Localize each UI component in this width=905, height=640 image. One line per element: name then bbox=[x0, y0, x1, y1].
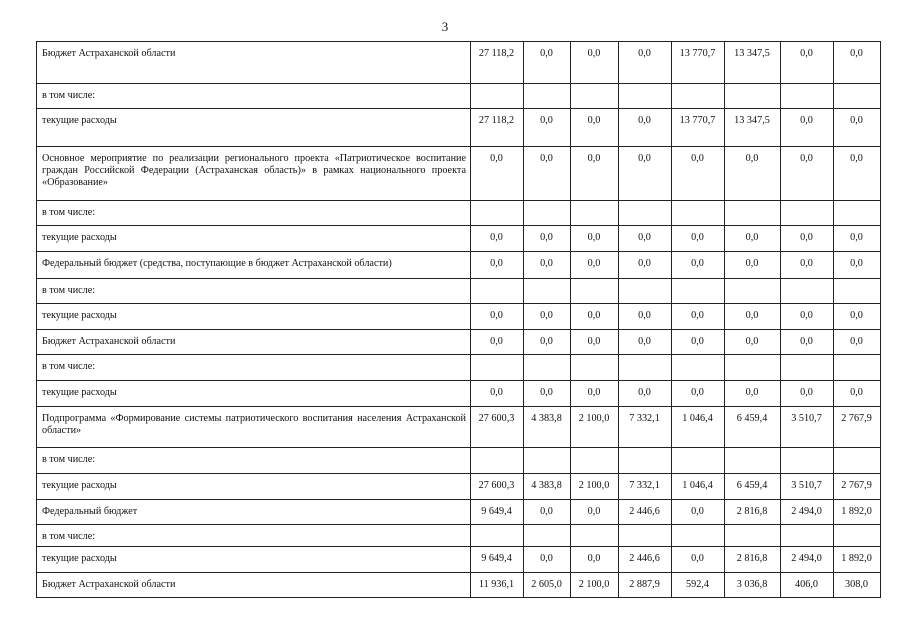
value-cell: 0,0 bbox=[524, 42, 571, 84]
value-cell bbox=[619, 448, 672, 474]
value-cell bbox=[571, 448, 619, 474]
value-cell bbox=[471, 84, 524, 109]
table-row bbox=[37, 147, 881, 201]
value-cell: 0,0 bbox=[571, 547, 619, 573]
value-cell: 0,0 bbox=[471, 226, 524, 252]
value-cell bbox=[725, 355, 781, 381]
value-cell bbox=[619, 355, 672, 381]
value-cell: 0,0 bbox=[524, 381, 571, 407]
value-cell: 0,0 bbox=[524, 304, 571, 330]
value-cell: 406,0 bbox=[781, 573, 834, 598]
value-cell: 2 494,0 bbox=[781, 547, 834, 573]
value-cell: 0,0 bbox=[619, 252, 672, 279]
value-cell: 0,0 bbox=[781, 226, 834, 252]
value-cell: 0,0 bbox=[524, 109, 571, 147]
table-row bbox=[37, 109, 881, 147]
value-cell: 0,0 bbox=[834, 42, 881, 84]
value-cell: 1 046,4 bbox=[672, 407, 725, 448]
table-row bbox=[37, 381, 881, 407]
row-label: в том числе: bbox=[37, 525, 471, 547]
value-cell bbox=[725, 525, 781, 547]
value-cell: 0,0 bbox=[619, 304, 672, 330]
value-cell: 0,0 bbox=[834, 252, 881, 279]
value-cell bbox=[781, 201, 834, 226]
value-cell bbox=[725, 279, 781, 304]
value-cell: 0,0 bbox=[524, 500, 571, 525]
value-cell bbox=[571, 355, 619, 381]
value-cell bbox=[672, 279, 725, 304]
value-cell: 0,0 bbox=[834, 147, 881, 201]
value-cell: 0,0 bbox=[524, 547, 571, 573]
table-row bbox=[37, 330, 881, 355]
budget-table bbox=[36, 41, 881, 598]
value-cell: 13 347,5 bbox=[725, 109, 781, 147]
value-cell: 4 383,8 bbox=[524, 407, 571, 448]
table-row bbox=[37, 448, 881, 474]
value-cell bbox=[571, 279, 619, 304]
value-cell: 27 600,3 bbox=[471, 474, 524, 500]
value-cell: 2 100,0 bbox=[571, 573, 619, 598]
table-row bbox=[37, 201, 881, 226]
value-cell bbox=[524, 355, 571, 381]
row-label: в том числе: bbox=[37, 448, 471, 474]
table-row bbox=[37, 407, 881, 448]
value-cell: 0,0 bbox=[619, 109, 672, 147]
table-row bbox=[37, 500, 881, 525]
value-cell: 3 036,8 bbox=[725, 573, 781, 598]
value-cell: 27 118,2 bbox=[471, 42, 524, 84]
value-cell: 4 383,8 bbox=[524, 474, 571, 500]
value-cell bbox=[781, 448, 834, 474]
value-cell: 0,0 bbox=[725, 381, 781, 407]
value-cell bbox=[619, 525, 672, 547]
value-cell: 0,0 bbox=[471, 381, 524, 407]
value-cell: 0,0 bbox=[471, 330, 524, 355]
value-cell: 2 767,9 bbox=[834, 407, 881, 448]
value-cell bbox=[524, 201, 571, 226]
row-label: текущие расходы bbox=[37, 109, 471, 147]
value-cell bbox=[834, 84, 881, 109]
value-cell: 0,0 bbox=[672, 381, 725, 407]
value-cell: 0,0 bbox=[781, 42, 834, 84]
value-cell: 0,0 bbox=[619, 381, 672, 407]
value-cell bbox=[571, 201, 619, 226]
row-label: в том числе: bbox=[37, 201, 471, 226]
row-label: в том числе: bbox=[37, 355, 471, 381]
value-cell: 0,0 bbox=[619, 147, 672, 201]
value-cell: 0,0 bbox=[619, 42, 672, 84]
table-row bbox=[37, 547, 881, 573]
value-cell: 6 459,4 bbox=[725, 407, 781, 448]
value-cell: 0,0 bbox=[524, 226, 571, 252]
value-cell bbox=[672, 355, 725, 381]
value-cell: 0,0 bbox=[571, 500, 619, 525]
value-cell: 27 600,3 bbox=[471, 407, 524, 448]
value-cell: 0,0 bbox=[471, 147, 524, 201]
row-label: текущие расходы bbox=[37, 226, 471, 252]
value-cell: 0,0 bbox=[781, 304, 834, 330]
value-cell bbox=[471, 201, 524, 226]
value-cell: 0,0 bbox=[672, 330, 725, 355]
value-cell: 0,0 bbox=[834, 226, 881, 252]
value-cell: 2 605,0 bbox=[524, 573, 571, 598]
value-cell: 1 892,0 bbox=[834, 500, 881, 525]
value-cell bbox=[524, 279, 571, 304]
value-cell: 2 446,6 bbox=[619, 500, 672, 525]
value-cell: 0,0 bbox=[524, 252, 571, 279]
value-cell: 0,0 bbox=[672, 147, 725, 201]
value-cell: 0,0 bbox=[571, 147, 619, 201]
value-cell bbox=[834, 448, 881, 474]
table-row bbox=[37, 355, 881, 381]
value-cell: 0,0 bbox=[672, 304, 725, 330]
value-cell: 0,0 bbox=[781, 252, 834, 279]
value-cell: 2 100,0 bbox=[571, 407, 619, 448]
table-row bbox=[37, 252, 881, 279]
budget-table-body bbox=[37, 42, 881, 598]
row-label: Бюджет Астраханской области bbox=[37, 573, 471, 598]
table-row bbox=[37, 84, 881, 109]
row-label: Подпрограмма «Формирование системы патриотического воспитания населения Астраханской области» bbox=[37, 407, 471, 448]
value-cell: 6 459,4 bbox=[725, 474, 781, 500]
value-cell bbox=[672, 448, 725, 474]
value-cell: 0,0 bbox=[571, 109, 619, 147]
value-cell bbox=[834, 201, 881, 226]
value-cell: 0,0 bbox=[524, 147, 571, 201]
value-cell: 3 510,7 bbox=[781, 474, 834, 500]
value-cell: 0,0 bbox=[781, 109, 834, 147]
value-cell: 11 936,1 bbox=[471, 573, 524, 598]
value-cell: 0,0 bbox=[571, 381, 619, 407]
value-cell: 0,0 bbox=[471, 304, 524, 330]
value-cell bbox=[524, 525, 571, 547]
value-cell bbox=[781, 525, 834, 547]
value-cell: 27 118,2 bbox=[471, 109, 524, 147]
value-cell: 2 816,8 bbox=[725, 500, 781, 525]
value-cell: 1 046,4 bbox=[672, 474, 725, 500]
value-cell: 9 649,4 bbox=[471, 547, 524, 573]
value-cell: 0,0 bbox=[571, 42, 619, 84]
row-label: текущие расходы bbox=[37, 474, 471, 500]
value-cell: 0,0 bbox=[781, 147, 834, 201]
value-cell: 0,0 bbox=[672, 547, 725, 573]
value-cell: 2 494,0 bbox=[781, 500, 834, 525]
value-cell bbox=[834, 279, 881, 304]
value-cell: 0,0 bbox=[672, 500, 725, 525]
value-cell: 0,0 bbox=[834, 381, 881, 407]
row-label: текущие расходы bbox=[37, 381, 471, 407]
value-cell: 2 887,9 bbox=[619, 573, 672, 598]
table-row bbox=[37, 525, 881, 547]
value-cell: 2 100,0 bbox=[571, 474, 619, 500]
value-cell: 0,0 bbox=[725, 252, 781, 279]
value-cell: 0,0 bbox=[571, 252, 619, 279]
value-cell: 0,0 bbox=[471, 252, 524, 279]
value-cell: 0,0 bbox=[781, 330, 834, 355]
value-cell: 0,0 bbox=[571, 330, 619, 355]
value-cell bbox=[619, 279, 672, 304]
value-cell: 592,4 bbox=[672, 573, 725, 598]
table-row bbox=[37, 226, 881, 252]
value-cell bbox=[571, 525, 619, 547]
value-cell bbox=[471, 355, 524, 381]
value-cell: 13 770,7 bbox=[672, 109, 725, 147]
value-cell: 9 649,4 bbox=[471, 500, 524, 525]
value-cell bbox=[834, 355, 881, 381]
value-cell: 3 510,7 bbox=[781, 407, 834, 448]
value-cell bbox=[725, 201, 781, 226]
row-label: Бюджет Астраханской области bbox=[37, 42, 471, 84]
value-cell: 2 446,6 bbox=[619, 547, 672, 573]
row-label: текущие расходы bbox=[37, 304, 471, 330]
value-cell bbox=[781, 355, 834, 381]
page-number: 3 bbox=[441, 19, 449, 34]
value-cell bbox=[781, 84, 834, 109]
value-cell bbox=[834, 525, 881, 547]
value-cell: 0,0 bbox=[725, 304, 781, 330]
value-cell bbox=[725, 84, 781, 109]
table-row bbox=[37, 42, 881, 84]
table-row bbox=[37, 573, 881, 598]
value-cell: 7 332,1 bbox=[619, 474, 672, 500]
value-cell: 2 816,8 bbox=[725, 547, 781, 573]
value-cell: 0,0 bbox=[725, 330, 781, 355]
value-cell bbox=[571, 84, 619, 109]
value-cell: 13 347,5 bbox=[725, 42, 781, 84]
value-cell: 0,0 bbox=[834, 109, 881, 147]
row-label: Федеральный бюджет (средства, поступающие в бюджет Астраханской области) bbox=[37, 252, 471, 279]
value-cell: 0,0 bbox=[571, 226, 619, 252]
value-cell bbox=[725, 448, 781, 474]
row-label: Федеральный бюджет bbox=[37, 500, 471, 525]
row-label: Основное мероприятие по реализации регионального проекта «Патриотическое воспитание граждан Российской Федерации (Астраханская область)» в рамках национального проекта «Образование» bbox=[37, 147, 471, 201]
row-label: в том числе: bbox=[37, 279, 471, 304]
value-cell bbox=[781, 279, 834, 304]
row-label: в том числе: bbox=[37, 84, 471, 109]
table-row bbox=[37, 474, 881, 500]
value-cell bbox=[619, 84, 672, 109]
value-cell: 7 332,1 bbox=[619, 407, 672, 448]
table-row bbox=[37, 279, 881, 304]
value-cell: 0,0 bbox=[834, 330, 881, 355]
value-cell bbox=[672, 525, 725, 547]
value-cell: 0,0 bbox=[725, 147, 781, 201]
row-label: Бюджет Астраханской области bbox=[37, 330, 471, 355]
value-cell bbox=[524, 448, 571, 474]
value-cell: 0,0 bbox=[571, 304, 619, 330]
value-cell: 0,0 bbox=[834, 304, 881, 330]
value-cell: 308,0 bbox=[834, 573, 881, 598]
value-cell: 0,0 bbox=[524, 330, 571, 355]
value-cell bbox=[619, 201, 672, 226]
value-cell: 0,0 bbox=[619, 226, 672, 252]
row-label: текущие расходы bbox=[37, 547, 471, 573]
value-cell bbox=[672, 201, 725, 226]
value-cell: 1 892,0 bbox=[834, 547, 881, 573]
value-cell: 0,0 bbox=[725, 226, 781, 252]
value-cell: 0,0 bbox=[672, 226, 725, 252]
value-cell bbox=[471, 448, 524, 474]
value-cell bbox=[524, 84, 571, 109]
value-cell bbox=[471, 525, 524, 547]
value-cell: 13 770,7 bbox=[672, 42, 725, 84]
value-cell: 0,0 bbox=[619, 330, 672, 355]
value-cell: 0,0 bbox=[781, 381, 834, 407]
table-row bbox=[37, 304, 881, 330]
value-cell: 2 767,9 bbox=[834, 474, 881, 500]
value-cell bbox=[471, 279, 524, 304]
value-cell: 0,0 bbox=[672, 252, 725, 279]
value-cell bbox=[672, 84, 725, 109]
